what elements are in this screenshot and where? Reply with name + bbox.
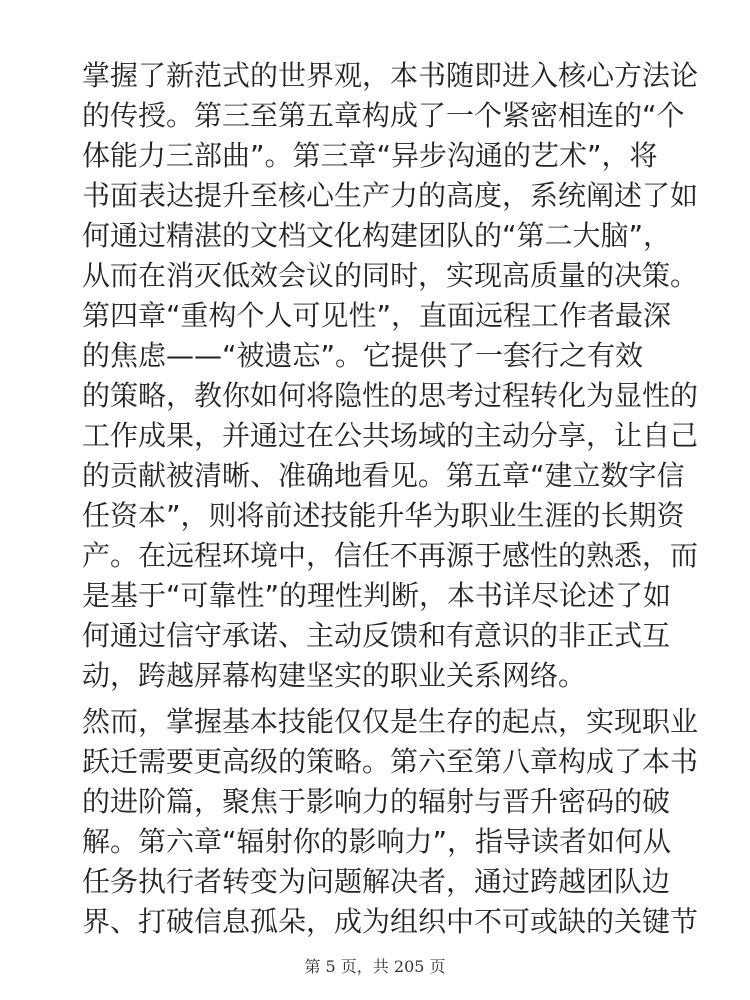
text-line: 从而在消灭低效会议的同时，实现高质量的决策。 xyxy=(82,259,699,292)
text-line: 任务执行者转变为问题解决者，通过跨越团队边 xyxy=(82,865,671,898)
text-line: 的策略，教你如何将隐性的思考过程转化为显性的 xyxy=(82,379,699,412)
text-line: 跃迁需要更高级的策略。第六至第八章构成了本书 xyxy=(82,745,699,778)
text-line: 的焦虑——“被遗忘”。它提供了一套行之有效 xyxy=(82,339,644,372)
page-number: 第 5 页，共 205 页 xyxy=(304,957,446,976)
text-line: 界、打破信息孤朵，成为组织中不可或缺的关键节 xyxy=(82,905,699,938)
text-line: 的传授。第三至第五章构成了一个紧密相连的“个 xyxy=(82,99,685,132)
text-line: 产。在远程环境中，信任不再源于感性的熟悉，而 xyxy=(82,539,699,572)
text-line: 然而，掌握基本技能仅仅是生存的起点，实现职业 xyxy=(82,705,699,738)
text-line: 是基于“可靠性”的理性判断，本书详尽论述了如 xyxy=(82,579,672,612)
text-line: 的进阶篇，聚焦于影响力的辐射与晋升密码的破 xyxy=(82,785,671,818)
text-line: 书面表达提升至核心生产力的高度，系统阐述了如 xyxy=(82,179,699,212)
text-line: 的贡献被清晰、准确地看见。第五章“建立数字信 xyxy=(82,459,685,492)
text-line: 何通过信守承诺、主动反馈和有意识的非正式互 xyxy=(82,619,671,652)
text-line: 解。第六章“辐射你的影响力”，指导读者如何从 xyxy=(82,825,672,858)
text-line: 动，跨越屏幕构建坚实的职业关系网络。 xyxy=(82,659,587,692)
text-line: 任资本”，则将前述技能升华为职业生涯的长期资 xyxy=(82,499,685,532)
text-line: 第四章“重构个人可见性”，直面远程工作者最深 xyxy=(82,299,672,332)
text-line: 何通过精湛的文档文化构建团队的“第二大脑”， xyxy=(82,219,672,252)
text-line: 体能力三部曲”。第三章“异步沟通的艺术”，将 xyxy=(82,139,658,172)
text-line: 工作成果，并通过在公共场域的主动分享，让自己 xyxy=(82,419,699,452)
text-line: 掌握了新范式的世界观，本书随即进入核心方法论 xyxy=(82,59,699,92)
